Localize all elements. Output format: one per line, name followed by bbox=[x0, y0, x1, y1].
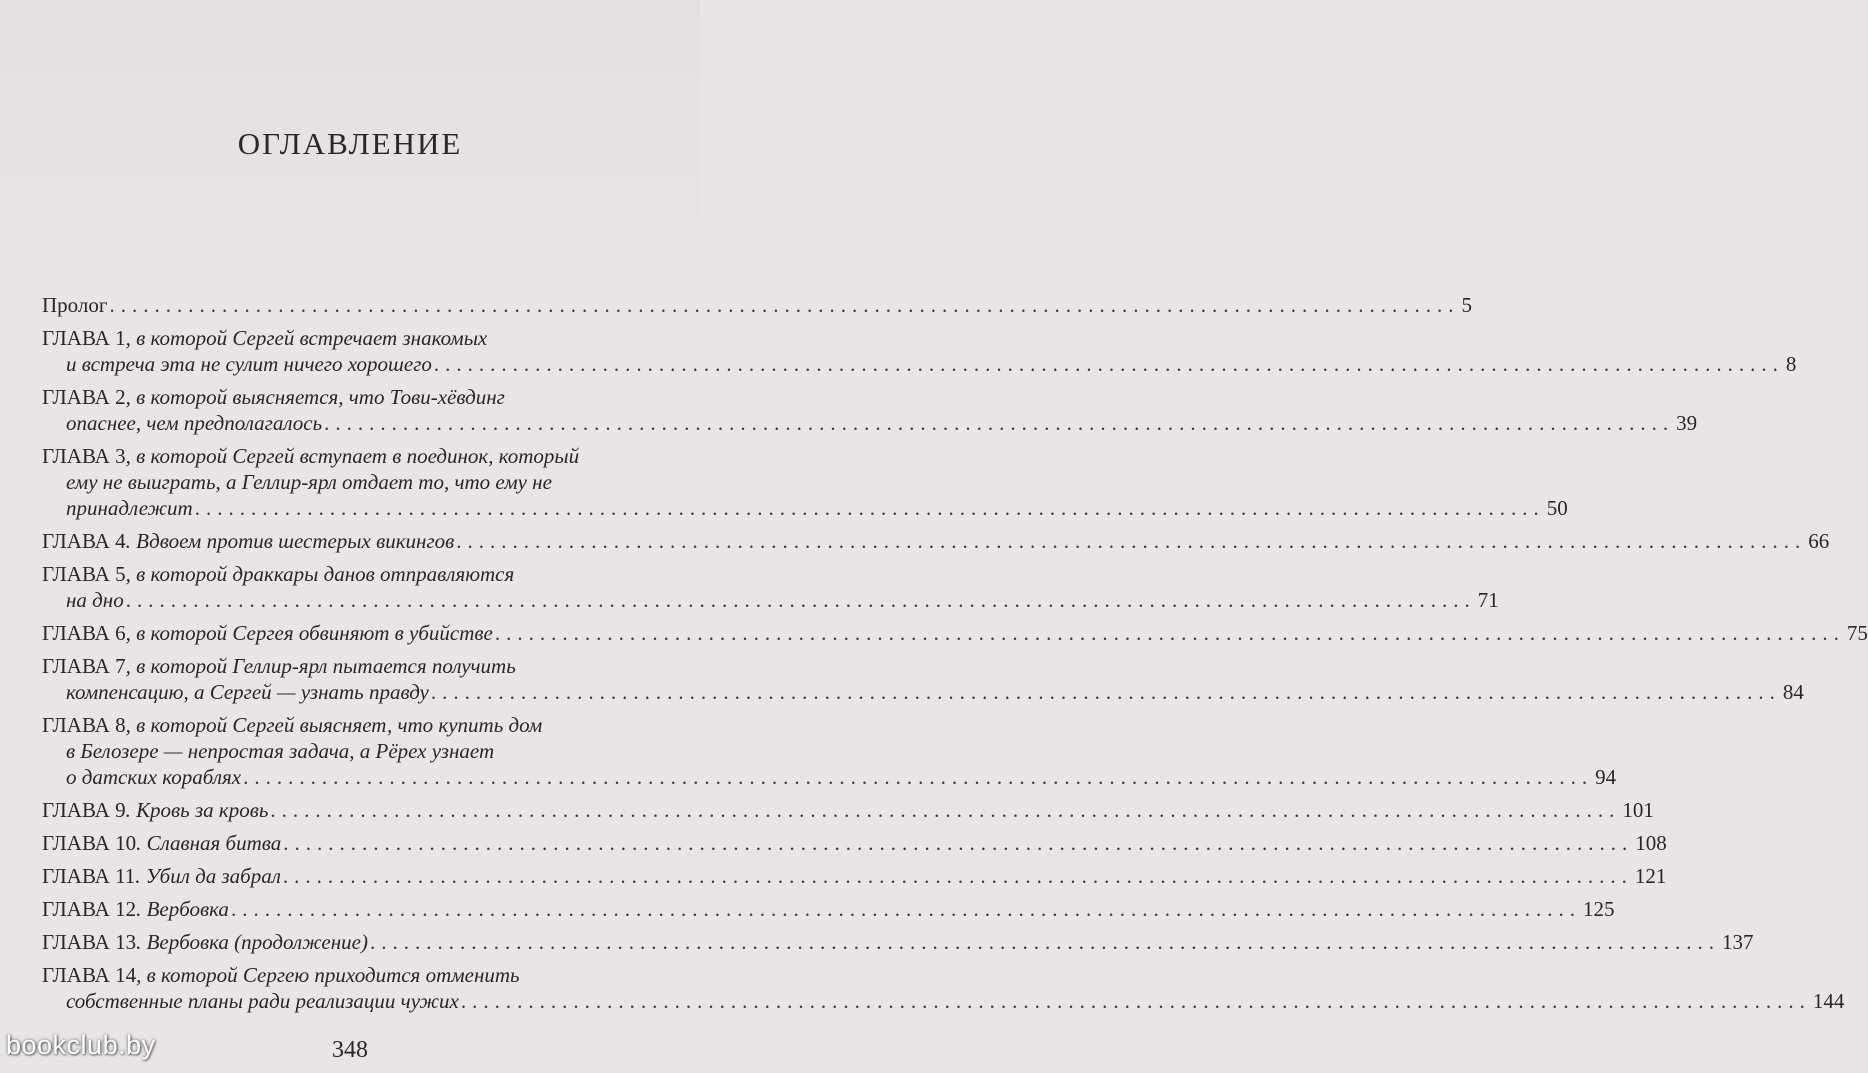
chapter-label: ГЛАВА 13 bbox=[42, 930, 137, 954]
toc-entry bbox=[42, 561, 1499, 613]
toc-page-number: 50 bbox=[1546, 496, 1568, 520]
chapter-label: ГЛАВА 5 bbox=[42, 562, 126, 586]
chapter-description: . Кровь за кровь bbox=[125, 798, 269, 822]
toc-page-number: 94 bbox=[1595, 765, 1617, 789]
chapter-label: ГЛАВА 8 bbox=[42, 713, 126, 737]
dot-leader: ........................................................................................................................ bbox=[125, 588, 1476, 612]
chapter-description: Пролог bbox=[42, 293, 108, 317]
dot-leader: ........................................................................................................................ bbox=[494, 621, 1845, 645]
toc-page-number: 125 bbox=[1582, 897, 1615, 921]
dot-leader: ........................................................................................................................ bbox=[230, 897, 1581, 921]
chapter-description: опаснее, чем предполагалось bbox=[66, 411, 323, 435]
chapter-label: ГЛАВА 11 bbox=[42, 864, 136, 888]
toc-entry bbox=[42, 384, 1698, 436]
chapter-description: ему не выиграть, а Геллир-ярл отдает то, что ему не bbox=[66, 470, 552, 494]
dot-leader: ........................................................................................................................ bbox=[430, 680, 1781, 704]
toc-entry bbox=[42, 620, 1868, 646]
chapter-label: ГЛАВА 3 bbox=[42, 444, 126, 468]
chapter-description: принадлежит bbox=[66, 496, 193, 520]
chapter-description: , в которой драккары данов отправляются bbox=[125, 562, 515, 586]
toc-entry bbox=[42, 653, 1804, 705]
chapter-label: ГЛАВА 10 bbox=[42, 831, 137, 855]
toc-entry bbox=[42, 712, 1617, 790]
toc-entry bbox=[42, 929, 1754, 955]
chapter-description: , в которой Сергей выясняет, что купить дом bbox=[125, 713, 543, 737]
chapter-description: . Вдвоем против шестерых викингов bbox=[125, 529, 455, 553]
chapter-description: , в которой выясняется, что Тови-хёвдинг bbox=[125, 385, 505, 409]
dot-leader: ........................................................................................................................ bbox=[194, 496, 1545, 520]
chapter-description: . Убил да забрал bbox=[135, 864, 281, 888]
toc-entry bbox=[42, 797, 1654, 823]
chapter-description: . Вербовка bbox=[136, 897, 229, 921]
toc-page-number: 75 bbox=[1846, 621, 1868, 645]
chapter-description: , в которой Сергею приходится отменить bbox=[136, 963, 520, 987]
toc-page-number: 137 bbox=[1721, 930, 1754, 954]
chapter-label: ГЛАВА 1 bbox=[42, 326, 126, 350]
chapter-description: собственные планы ради реализации чужих bbox=[66, 989, 459, 1013]
dot-leader: ........................................................................................................................ bbox=[109, 293, 1460, 317]
dot-leader: ........................................................................................................................ bbox=[283, 831, 1634, 855]
chapter-description: , в которой Геллир-ярл пытается получить bbox=[125, 654, 516, 678]
toc-entry bbox=[42, 962, 1845, 1014]
chapter-description: . Вербовка (продолжение) bbox=[136, 930, 368, 954]
dot-leader: ........................................................................................................................ bbox=[282, 864, 1633, 888]
watermark: bookclub.by bbox=[6, 1030, 156, 1060]
toc-entry bbox=[42, 830, 1667, 856]
chapter-description: , в которой Сергея обвиняют в убийстве bbox=[125, 621, 493, 645]
toc-page-number: 5 bbox=[1461, 293, 1472, 317]
chapter-description: о датских кораблях bbox=[66, 765, 242, 789]
dot-leader: ........................................................................................................................ bbox=[460, 989, 1811, 1013]
toc-entry bbox=[42, 863, 1667, 889]
chapter-description: , в которой Сергей встречает знакомых bbox=[125, 326, 488, 350]
page-number: 348 bbox=[332, 1037, 368, 1063]
toc-page-number: 39 bbox=[1676, 411, 1698, 435]
toc-page-number: 108 bbox=[1635, 831, 1667, 855]
toc-page-number: 144 bbox=[1812, 989, 1845, 1013]
toc-entry bbox=[42, 292, 1472, 318]
chapter-label: ГЛАВА 12 bbox=[42, 897, 137, 921]
chapter-description: , в которой Сергей вступает в поединок, который bbox=[125, 444, 580, 468]
chapter-description: в Белозере — непростая задача, а Рёрех узнает bbox=[66, 739, 495, 763]
toc-page-number: 8 bbox=[1785, 352, 1797, 376]
chapter-description: компенсацию, а Сергей — узнать правду bbox=[66, 680, 429, 704]
toc-page-number: 66 bbox=[1808, 529, 1830, 553]
toc-page-number: 71 bbox=[1477, 588, 1499, 612]
table-of-contents bbox=[42, 292, 1868, 1021]
toc-entry bbox=[42, 528, 1830, 554]
toc-page-number: 101 bbox=[1622, 798, 1654, 822]
toc-page-number: 121 bbox=[1634, 864, 1667, 888]
dot-leader: ........................................................................................................................ bbox=[456, 529, 1807, 553]
chapter-label: ГЛАВА 2 bbox=[42, 385, 126, 409]
page-title: ОГЛАВЛЕНИЕ bbox=[237, 126, 463, 161]
chapter-description: . Славная битва bbox=[136, 831, 282, 855]
chapter-label: ГЛАВА 9 bbox=[42, 798, 126, 822]
dot-leader: ........................................................................................................................ bbox=[369, 930, 1720, 954]
chapter-label: ГЛАВА 7 bbox=[42, 654, 126, 678]
toc-page-number: 84 bbox=[1782, 680, 1804, 704]
dot-leader: ........................................................................................................................ bbox=[433, 352, 1784, 376]
dot-leader: ........................................................................................................................ bbox=[243, 765, 1594, 789]
toc-entry bbox=[42, 325, 1797, 377]
chapter-label: ГЛАВА 6 bbox=[42, 621, 126, 645]
toc-entry bbox=[42, 896, 1615, 922]
dot-leader: ........................................................................................................................ bbox=[270, 798, 1621, 822]
chapter-label: ГЛАВА 14 bbox=[42, 963, 137, 987]
chapter-description: на дно bbox=[66, 588, 124, 612]
chapter-description: и встреча эта не сулит ничего хорошего bbox=[66, 352, 432, 376]
chapter-label: ГЛАВА 4 bbox=[42, 529, 126, 553]
toc-entry bbox=[42, 443, 1568, 521]
dot-leader: ........................................................................................................................ bbox=[324, 411, 1675, 435]
